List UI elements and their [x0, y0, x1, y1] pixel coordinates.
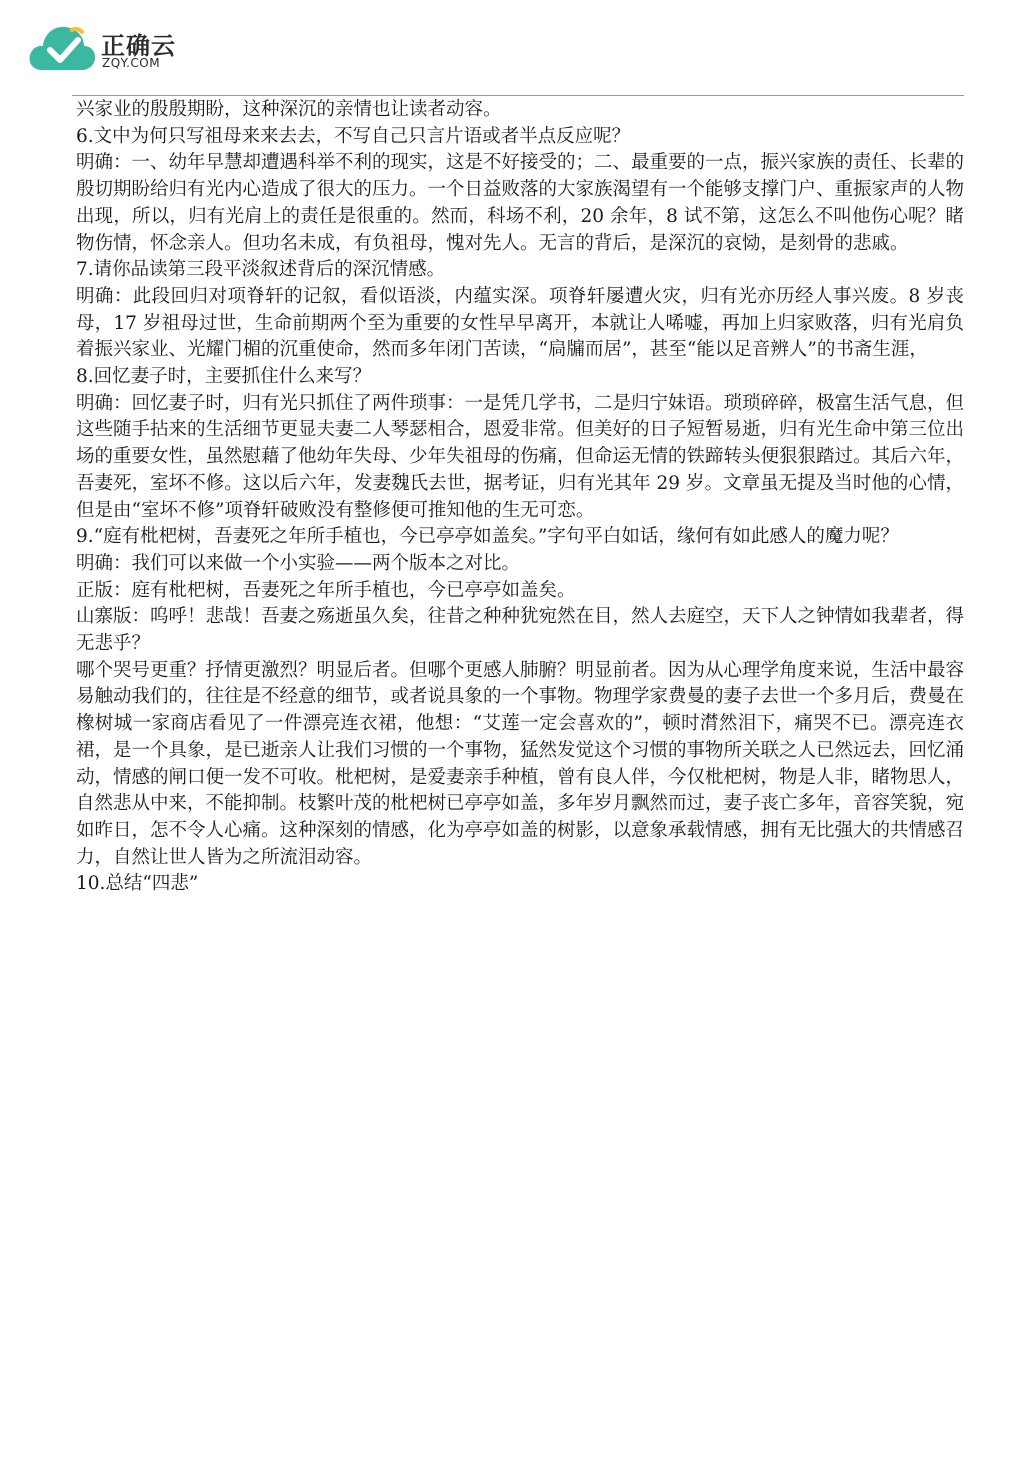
paragraph-continuation: 兴家业的殷殷期盼，这种深沉的亲情也让读者动容。 [76, 99, 502, 120]
cloud-check-icon [28, 20, 98, 76]
brand-domain: ZQY.COM [102, 56, 161, 70]
page-header [0, 0, 1034, 100]
question-9: 9.“庭有枇杷树，吾妻死之年所手植也，今已亭亭如盖矣。”字句平白如话，缘何有如此感人的魔力呢？ [76, 526, 899, 548]
answer-9-imitation-version: 山寨版：呜呼！悲哉！吾妻之殇逝虽久矣，往昔之种种犹宛然在目，然人去庭空，天下人之钟情如我辈者，得无悲乎？ [76, 606, 965, 655]
question-7: 7.请你品读第三段平淡叙述背后的深沉情感。 [76, 259, 446, 281]
answer-9-original-version: 正版：庭有枇杷树，吾妻死之年所手植也，今已亭亭如盖矣。 [76, 579, 576, 601]
brand-logo[interactable] [28, 20, 178, 76]
document-body [76, 97, 964, 898]
answer-9-analysis: 哪个哭号更重？抒情更激烈？明显后者。但哪个更感人肺腑？明显前者。因为从心理学角度来说，生活中最容易触动我们的，往往是不经意的细节，或者说具象的一个事物。物理学家费曼的妻子去世一个多月后，费曼在橡树城一家商店看见了一件漂亮连衣裙，他想：“艾莲一定会喜欢的”，顿时潸然泪下，痛哭不已。漂亮连衣裙，是一个具象，是已逝亲人让我们习惯的一个事物，猛然发觉这个习惯的事物所关联之人已然远去，回忆涌动，情感的闸口便一发不可收。枇杷树，是爱妻亲手种植，曾有良人伴，今仅枇杷树，物是人非，睹物思人，自然悲从中来，不能抑制。枝繁叶茂的枇杷树已亭亭如盖，多年岁月飘然而过，妻子丧亡多年，音容笑貌，宛如昨日，怎不令人心痛。这种深刻的情感，化为亭亭如盖的树影，以意象承载情感，拥有无比强大的共情感召力，自然让世人皆为之所流泪动容。 [76, 659, 965, 868]
answer-6: 明确：一、幼年早慧却遭遇科举不利的现实，这是不好接受的；二、最重要的一点，振兴家族的责任、长辈的殷切期盼给归有光内心造成了很大的压力。一个日益败落的大家族渴望有一个能够支撑门户、重振家声的人物出现，所以，归有光肩上的责任是很重的。然而，科场不利，20 余年，8 试不第，这怎么不叫他伤心呢？睹物伤情，怀念亲人。但功名未成，有负祖母，愧对先人。无言的背后，是深沉的哀恸，是刻骨的悲戚。 [76, 152, 965, 254]
answer-8: 明确：回忆妻子时，归有光只抓住了两件琐事：一是凭几学书，二是归宁妹语。琐琐碎碎，极富生活气息，但这些随手拈来的生活细节更显夫妻二人琴瑟相合，恩爱非常。但美好的日子短暂易逝，归有光生命中第三位出场的重要女性，虽然慰藉了他幼年失母、少年失祖母的伤痛，但命运无情的铁蹄转头便狠狠踏过。其后六年，吾妻死，室坏不修。这以后六年，发妻魏氏去世，据考证，归有光其年 29 岁。文章虽无提及当时他的心情，但是由“室坏不修”项脊轩破败没有整修便可推知他的生无可恋。 [76, 392, 965, 521]
answer-7: 明确：此段回归对项脊轩的记叙，看似语淡，内蕴实深。项脊轩屡遭火灾，归有光亦历经人事兴废。8 岁丧母，17 岁祖母过世，生命前期两个至为重要的女性早早离开，本就让人唏嘘，再加上归家败落，归有光肩负着振兴家业、光耀门楣的沉重使命，然而多年闭门苦读，“扃牖而居”，甚至“能以足音辨人”的书斋生涯， [76, 285, 964, 361]
question-10: 10.总结“四悲” [76, 873, 199, 895]
answer-9-intro: 明确：我们可以来做一个小实验——两个版本之对比。 [76, 552, 521, 574]
header-divider [72, 95, 964, 96]
question-6: 6.文中为何只写祖母来来去去，不写自己只言片语或者半点反应呢？ [76, 125, 631, 147]
brand-name: 正确云 [101, 32, 176, 60]
question-8: 8.回忆妻子时，主要抓住什么来写？ [76, 366, 372, 388]
